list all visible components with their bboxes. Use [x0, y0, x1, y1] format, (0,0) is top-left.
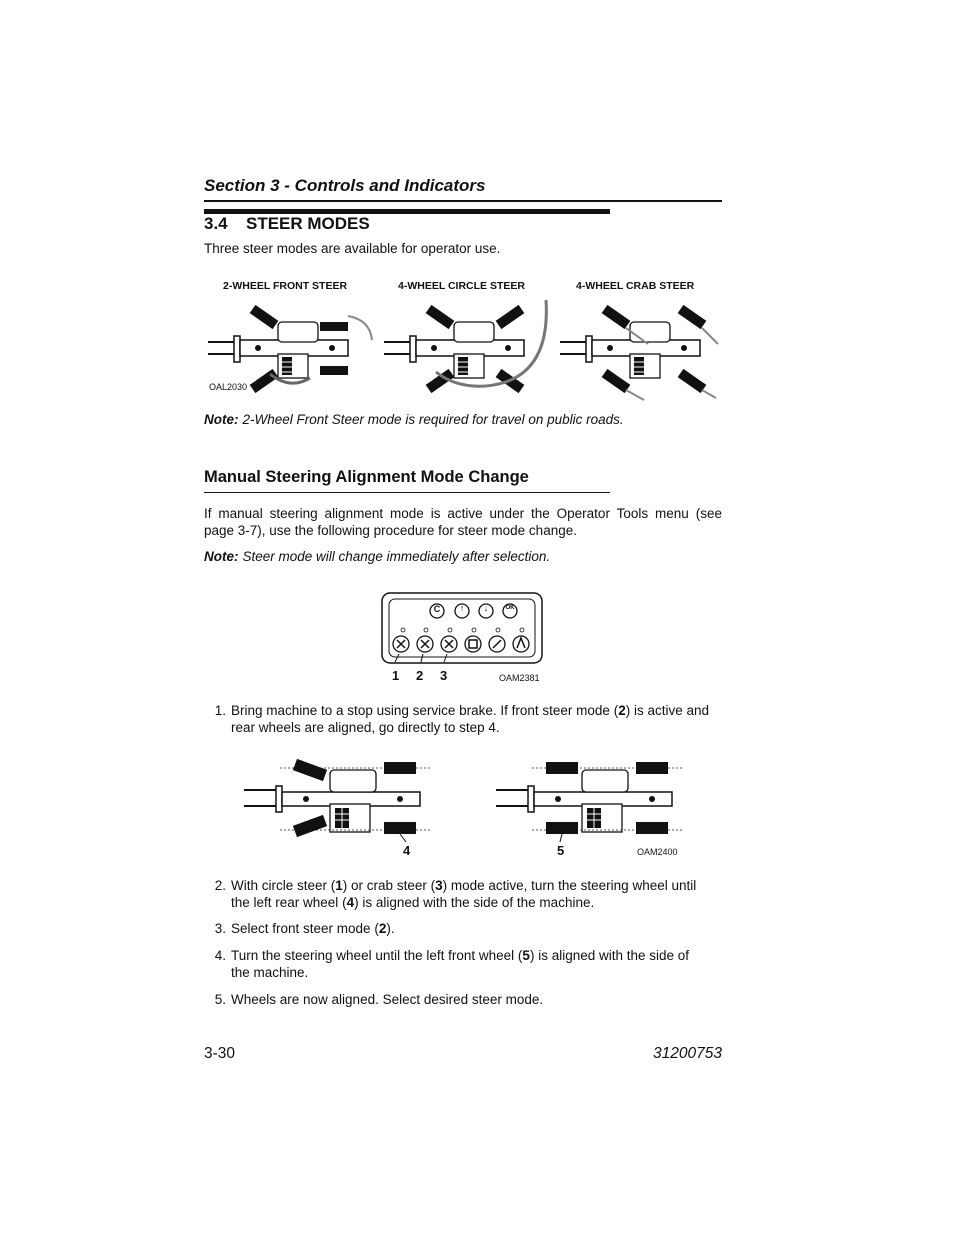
section-number: 3.4 [204, 214, 228, 233]
note-label: Note: [204, 549, 239, 564]
alignment-machine-left [244, 759, 430, 837]
front-steer-machine [208, 305, 372, 393]
step-text-line2: the machine. [231, 965, 309, 980]
alignment-diagram-code: OAM2400 [637, 847, 678, 857]
subsection-title: Manual Steering Alignment Mode Change [204, 468, 529, 486]
keypad-button-down: ↓ [483, 603, 489, 613]
step-2 [204, 877, 724, 913]
step-text-line1: Turn the steering wheel until the left front wheel (5) is aligned with the side of [231, 948, 690, 963]
step-4 [204, 947, 724, 983]
subsection-paragraph-line2: page 3-7), use the following procedure for steer mode change. [204, 523, 577, 538]
keypad-button-up: ↑ [459, 603, 465, 613]
section-heading [204, 214, 370, 234]
subsection-paragraph-line1: If manual steering alignment mode is active under the Operator Tools menu (see [204, 506, 722, 521]
alignment-callout-5: 5 [557, 843, 565, 858]
alignment-diagram [240, 762, 690, 842]
diagram-label-front-steer: 2-WHEEL FRONT STEER [223, 280, 348, 292]
crab-steer-machine [560, 305, 718, 400]
step-number: 4. [214, 948, 226, 963]
note-steer-change [204, 549, 550, 564]
section-intro: Three steer modes are available for operator use. [204, 241, 501, 256]
step-number: 2. [214, 878, 226, 893]
section-title: STEER MODES [246, 214, 370, 233]
step-text-line1: Wheels are now aligned. Select desired steer mode. [231, 992, 544, 1007]
diagram-label-crab-steer: 4-WHEEL CRAB STEER [576, 280, 695, 292]
step-number: 5. [214, 992, 226, 1007]
diagram-label-circle-steer: 4-WHEEL CIRCLE STEER [398, 280, 525, 292]
alignment-callout-4: 4 [403, 843, 411, 858]
keypad-button-c: C [433, 604, 441, 614]
step-text-line1: Bring machine to a stop using service brake. If front steer mode (2) is active and [231, 703, 709, 718]
step-text-line1: With circle steer (1) or crab steer (3) mode active, turn the steering wheel until [231, 878, 697, 893]
header-rule [204, 200, 722, 202]
alignment-machine-right [496, 762, 682, 834]
steer-modes-diagram [200, 300, 730, 400]
keypad-callout-2: 2 [416, 668, 424, 683]
step-5 [204, 991, 724, 1009]
note-public-roads [204, 412, 624, 427]
note-text: Steer mode will change immediately after selection. [242, 549, 551, 564]
diagram-code-oal: OAL2030 [209, 382, 248, 392]
note-text: 2-Wheel Front Steer mode is required for travel on public roads. [242, 412, 624, 427]
step-number: 3. [214, 921, 226, 936]
page-number: 3-30 [204, 1045, 236, 1062]
subsection-rule [204, 492, 610, 493]
step-3 [204, 920, 724, 938]
circle-steer-machine [384, 300, 546, 393]
step-text-line1: Select front steer mode (2). [231, 921, 395, 936]
keypad-callout-3: 3 [440, 668, 448, 683]
note-label: Note: [204, 412, 239, 427]
section-header: Section 3 - Controls and Indicators [204, 176, 486, 195]
step-number: 1. [214, 703, 226, 718]
keypad-callout-1: 1 [392, 668, 400, 683]
step-text-line2: the left rear wheel (4) is aligned with the side of the machine. [231, 895, 595, 910]
step-text-line2: rear wheels are aligned, go directly to step 4. [231, 720, 500, 735]
document-number: 31200753 [653, 1045, 722, 1062]
keypad-button-ok: OK [505, 605, 515, 611]
keypad-diagram-code: OAM2381 [499, 673, 540, 683]
step-1 [204, 702, 724, 738]
